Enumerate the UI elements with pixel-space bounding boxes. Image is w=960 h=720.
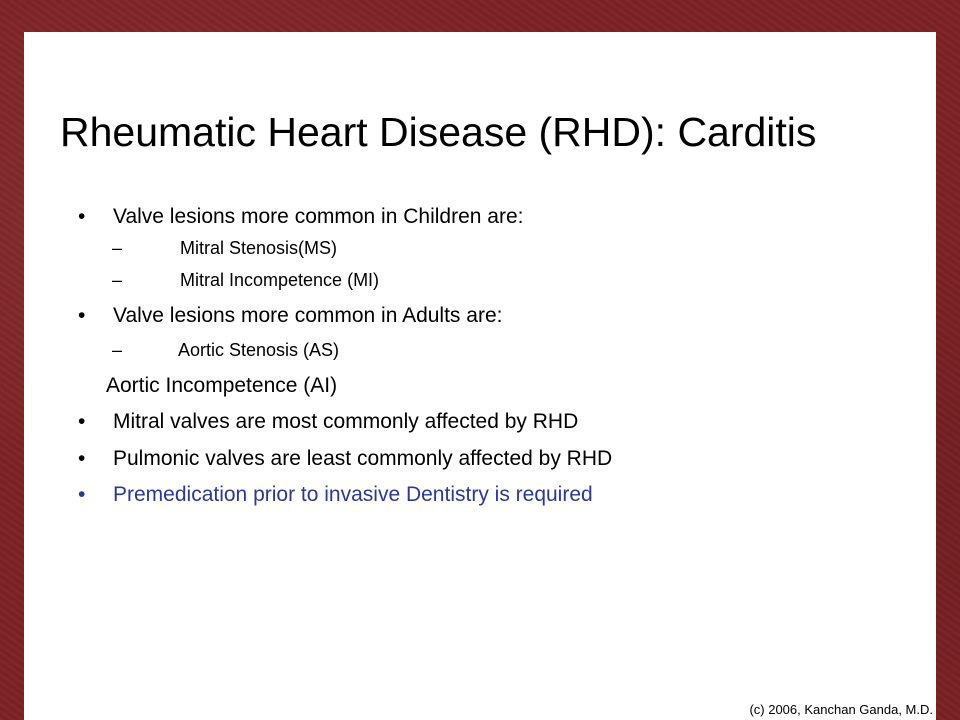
bullet-marker: • [78,447,86,470]
sub-bullet-text: Mitral Stenosis(MS) [180,238,338,258]
slide-title: Rheumatic Heart Disease (RHD): Carditis [60,109,817,155]
copyright-footer: (c) 2006, Kanchan Ganda, M.D. [749,702,933,717]
bullet-text: Valve lesions more common in Adults are: [113,304,503,327]
bullet-text: Valve lesions more common in Children are: [113,205,524,228]
sub-bullet-text: Mitral Incompetence (MI) [180,270,380,290]
bullet-marker: • [78,410,86,433]
plain-line-text: Aortic Incompetence (AI) [106,374,338,397]
dash-marker: – [112,238,123,258]
bullet-text: Pulmonic valves are least commonly affected by RHD [113,447,613,470]
sub-bullet-text: Aortic Stenosis (AS) [178,340,340,360]
plain-line [106,373,337,399]
dash-marker: – [112,340,123,360]
bullet-text: Premedication prior to invasive Dentistry is required [113,483,593,506]
bullet-marker: • [78,304,86,327]
slide [24,32,936,720]
bullet-text: Mitral valves are most commonly affected by RHD [113,410,579,433]
dash-marker: – [112,270,123,290]
bullet-marker: • [78,483,86,506]
bullet-marker: • [78,205,86,228]
